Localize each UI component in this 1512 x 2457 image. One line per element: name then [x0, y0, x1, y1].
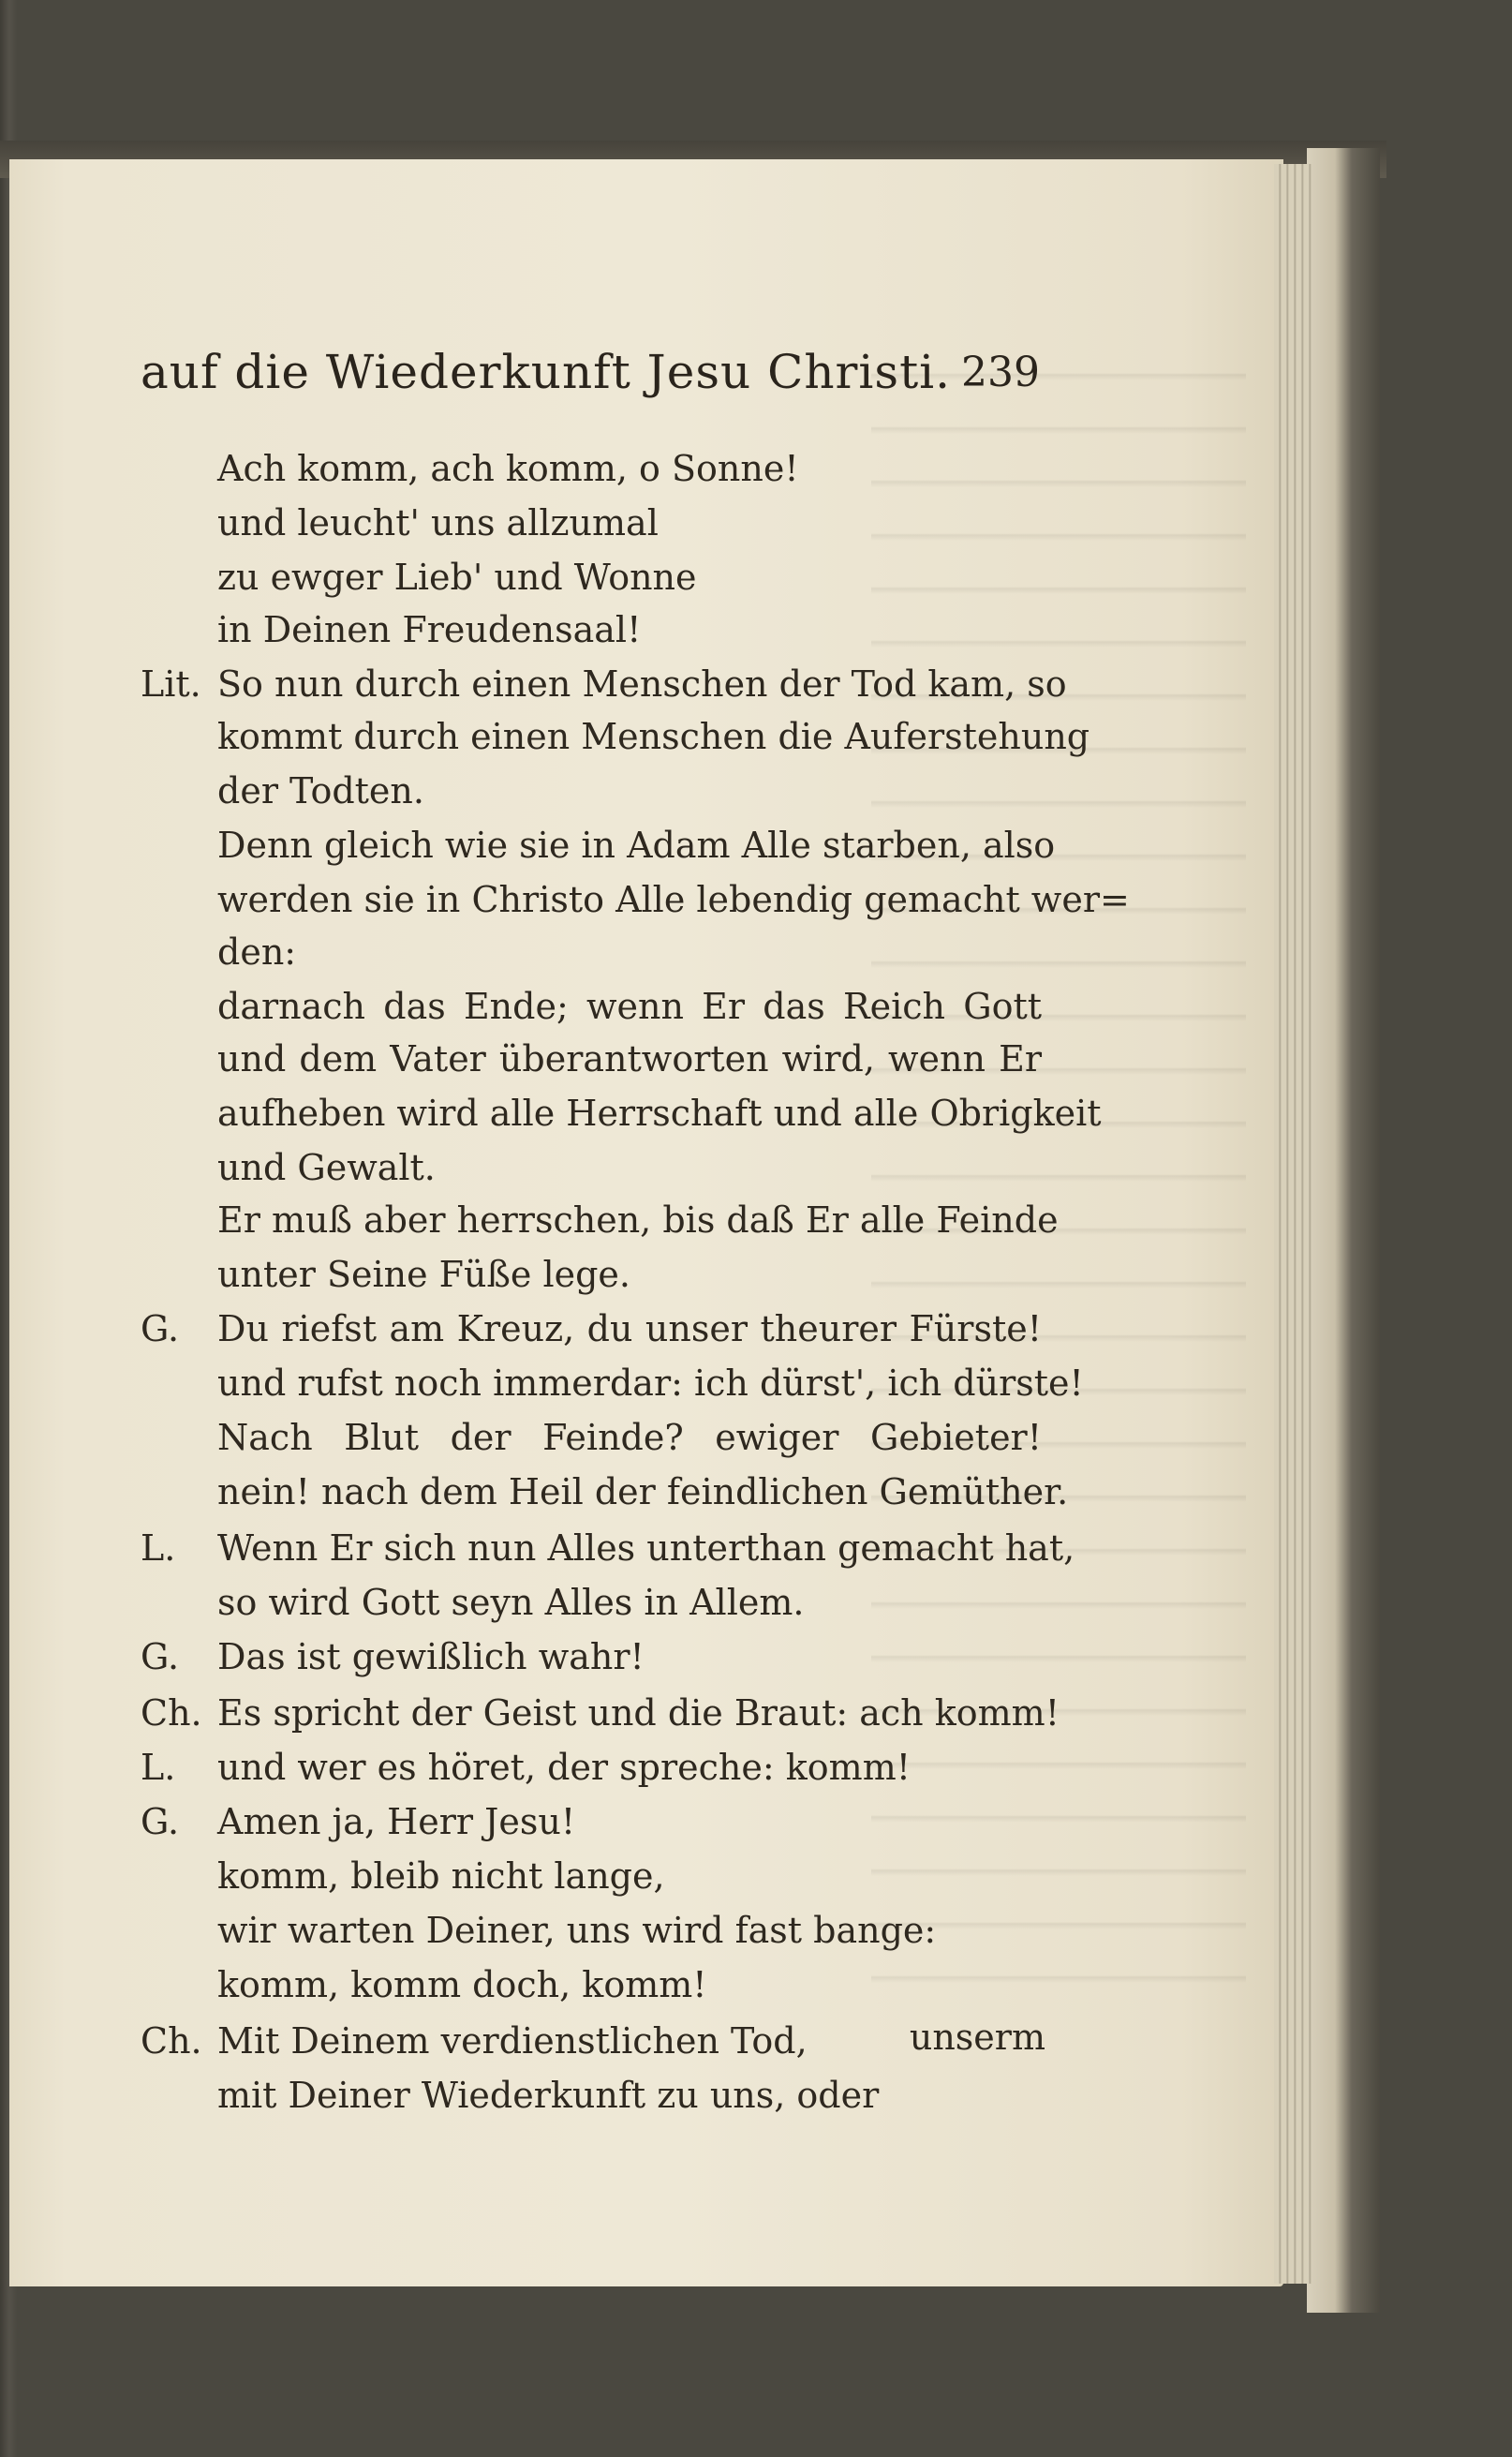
running-title: auf die Wiederkunft Jesu Christi.: [141, 345, 952, 399]
text-line: [217, 1085, 1102, 1141]
line-text: den:: [217, 931, 297, 973]
line-text: so wird Gott seyn Alles in Allem.: [217, 1582, 805, 1623]
speaker-label: L.: [141, 1527, 176, 1569]
line-text: Du riefst am Kreuz, du unser theurer Fürste!: [217, 1308, 1042, 1349]
speaker-label: Ch.: [141, 2020, 202, 2062]
page-number: 239: [961, 349, 1040, 396]
line-text: in Deinen Freudensaal!: [217, 609, 642, 650]
page-stack-edges: [1274, 164, 1312, 2284]
line-text: Nach Blut der Feinde? ewiger Gebieter!: [217, 1417, 1042, 1458]
text-line: [217, 924, 1042, 980]
speaker-label: Ch.: [141, 1692, 202, 1734]
text-line: [217, 1409, 1042, 1466]
text-line: [217, 1246, 1042, 1303]
line-text: Amen ja, Herr Jesu!: [217, 1801, 576, 1842]
line-text: Er muß aber herrschen, bis daß Er alle Feinde: [217, 1199, 1059, 1241]
text-line: [217, 763, 1042, 819]
text-line: [141, 1629, 1042, 1685]
line-text: und rufst noch immerdar: ich dürst', ich dürste!: [217, 1363, 1084, 1404]
text-line: [217, 978, 1042, 1035]
speaker-label: L.: [141, 1747, 176, 1788]
speaker-label: G.: [141, 1636, 180, 1677]
text-line: [217, 1464, 1069, 1520]
line-text: komm, bleib nicht lange,: [217, 1855, 665, 1897]
text-line: [141, 1520, 1075, 1576]
line-text: Wenn Er sich nun Alles unterthan gemacht hat,: [217, 1527, 1075, 1569]
text-line: [217, 1848, 1042, 1904]
line-text: der Todten.: [217, 770, 424, 812]
text-line: [217, 440, 1042, 497]
line-text: Denn gleich wie sie in Adam Alle starben, also: [217, 825, 1056, 866]
text-line: [217, 1574, 1042, 1631]
speaker-label: G.: [141, 1308, 180, 1349]
text-line: [141, 2013, 1042, 2069]
text-line: [217, 817, 1056, 873]
text-line: [217, 871, 1130, 928]
text-line: [217, 2067, 1042, 2123]
text-line: [217, 1957, 1042, 2013]
text-line: [217, 602, 1042, 658]
line-text: darnach das Ende; wenn Er das Reich Gott: [217, 986, 1042, 1027]
line-text: und leucht' uns allzumal: [217, 502, 659, 544]
speaker-label: Lit.: [141, 663, 201, 705]
line-text: werden sie in Christo Alle lebendig gemacht wer=: [217, 879, 1130, 920]
text-line: [217, 549, 1042, 605]
text-line: [141, 1685, 1060, 1741]
book-cover-right-edge: [1307, 148, 1380, 2313]
line-text: Mit Deinem verdienstlichen Tod,: [217, 2020, 808, 2062]
text-line: [217, 495, 1042, 551]
text-line: [217, 1355, 1084, 1411]
line-text: Ach komm, ach komm, o Sonne!: [217, 448, 799, 489]
line-text: Es spricht der Geist und die Braut: ach komm!: [217, 1692, 1060, 1734]
line-text: kommt durch einen Menschen die Auferstehung: [217, 716, 1090, 757]
line-text: und Gewalt.: [217, 1147, 436, 1188]
line-text: und dem Vater überantworten wird, wenn Er: [217, 1038, 1042, 1080]
line-text: unter Seine Füße lege.: [217, 1254, 630, 1295]
line-text: zu ewger Lieb' und Wonne: [217, 557, 697, 598]
line-text: nein! nach dem Heil der feindlichen Gemüther.: [217, 1471, 1069, 1512]
text-line: [141, 656, 1067, 712]
text-line: [141, 1794, 1042, 1850]
line-text: komm, komm doch, komm!: [217, 1964, 707, 2005]
page-header: [141, 345, 1040, 410]
line-text: Das ist gewißlich wahr!: [217, 1636, 645, 1677]
line-text: und wer es höret, der spreche: komm!: [217, 1747, 912, 1788]
line-text: So nun durch einen Menschen der Tod kam, so: [217, 663, 1067, 705]
text-line: [217, 1139, 1042, 1196]
catchword: unserm: [909, 2017, 1045, 2058]
text-line: [141, 1301, 1042, 1357]
text-line: [217, 1902, 1042, 1958]
text-line: [217, 708, 1090, 765]
line-text: aufheben wird alle Herrschaft und alle Obrigkeit: [217, 1093, 1102, 1134]
text-line: [141, 1739, 1042, 1795]
speaker-label: G.: [141, 1801, 180, 1842]
text-line: [217, 1031, 1042, 1087]
line-text: wir warten Deiner, uns wird fast bange:: [217, 1910, 937, 1951]
line-text: mit Deiner Wiederkunft zu uns, oder: [217, 2075, 880, 2116]
text-line: [217, 1192, 1059, 1248]
